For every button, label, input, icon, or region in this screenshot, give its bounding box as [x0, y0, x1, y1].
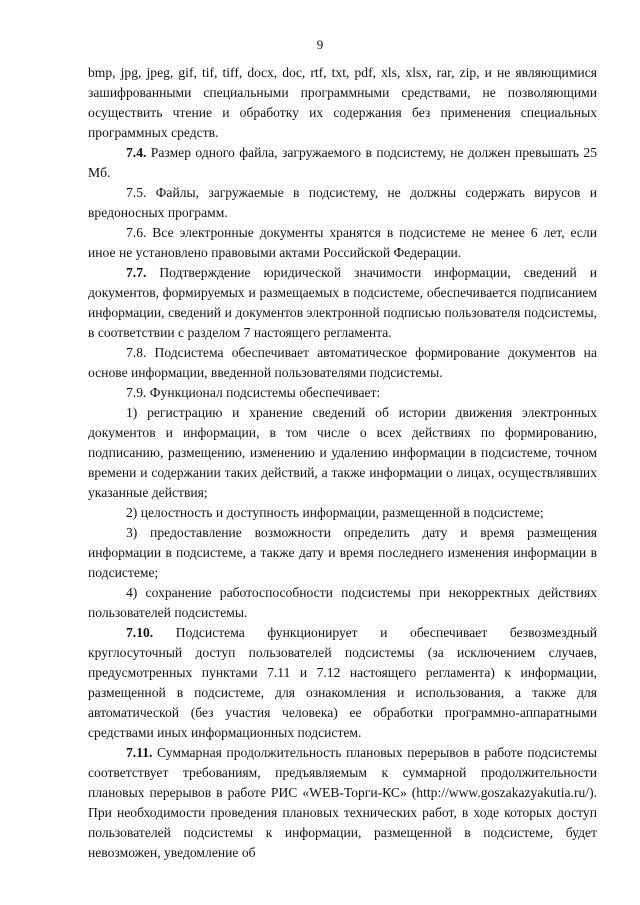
paragraph-7-5	[88, 183, 597, 223]
paragraph-7-11	[88, 743, 597, 863]
paragraph-text: Размер одного файла, загружаемого в подсистему, не должен превышать 25 Мб.	[88, 145, 597, 180]
list-item-3	[88, 523, 597, 583]
paragraph-7-6	[88, 223, 597, 263]
clause-number: 7.7.	[126, 265, 147, 280]
paragraph-text: 4) сохранение работоспособности подсистемы при некорректных действиях пользователей подсистемы.	[88, 585, 597, 620]
paragraph-7-9	[88, 383, 597, 403]
list-item-1	[88, 403, 597, 503]
paragraph-text: Подсистема функционирует и обеспечивает безвозмездный круглосуточный доступ пользователей подсистемы (за исключением случаев, предусмотренных пунктами 7.11 и 7.12 настоящего регламента) к информации, размещенной в подсистеме, для ознакомления и использования, а также для автоматической (без участия человека) ее обработки программно-аппаратными средствами иных информационных подсистем.	[88, 625, 597, 740]
paragraph-text: Подтверждение юридической значимости информации, сведений и документов, формируемых и размещаемых в подсистеме, обеспечивается подписанием информации, сведений и документов электронной подписью пользователя подсистемы, в соответствии с разделом 7 настоящего регламента.	[88, 265, 597, 340]
clause-number: 7.11.	[126, 745, 153, 760]
paragraph-7-8	[88, 343, 597, 383]
list-item-2	[88, 503, 597, 523]
list-item-4	[88, 583, 597, 623]
paragraph-continuation	[88, 63, 597, 143]
paragraph-7-10	[88, 623, 597, 743]
document-body	[88, 63, 597, 863]
clause-number: 7.4.	[126, 145, 147, 160]
paragraph-text: 7.5. Файлы, загружаемые в подсистему, не должны содержать вирусов и вредоносных программ.	[88, 185, 597, 220]
paragraph-7-4	[88, 143, 597, 183]
paragraph-text: 7.6. Все электронные документы хранятся в подсистеме не менее 6 лет, если иное не установлено правовыми актами Российской Федерации.	[88, 225, 597, 260]
paragraph-text: 3) предоставление возможности определить дату и время размещения информации в подсистеме, а также дату и время последнего изменения информации в подсистеме;	[88, 525, 597, 580]
clause-number: 7.10.	[126, 625, 154, 640]
paragraph-text: 7.8. Подсистема обеспечивает автоматическое формирование документов на основе информации, введенной пользователями подсистемы.	[88, 345, 597, 380]
paragraph-text: Суммарная продолжительность плановых перерывов в работе подсистемы соответствует требованиям, предъявляемым к суммарной продолжительности плановых перерывов в работе РИС «WEB-Торги-КС» (http://www.goszakazyakutia.ru/). При необходимости проведения плановых технических работ, в ходе которых доступ пользователей подсистемы к информации, размещенной в подсистеме, будет невозможен, уведомление об	[88, 745, 597, 860]
paragraph-7-7	[88, 263, 597, 343]
paragraph-text: 2) целостность и доступность информации, размещенной в подсистеме;	[126, 505, 544, 520]
paragraph-text: 7.9. Функционал подсистемы обеспечивает:	[126, 385, 381, 400]
paragraph-text: 1) регистрацию и хранение сведений об истории движения электронных документов и информации, в том числе о всех действиях по формированию, подписанию, размещению, изменению и удалению информации в подсистеме, точном времени и содержании таких действий, а также информации о лицах, осуществлявших указанные действия;	[88, 405, 597, 500]
page-number: 9	[316, 37, 324, 52]
paragraph-text: bmp, jpg, jpeg, gif, tif, tiff, docx, doc, rtf, txt, pdf, xls, xlsx, rar, zip, и не являющимися зашифрованными специальными программными средствами, не позволяющими осуществить чтение и обработку их содержания без применения специальных программных средств.	[88, 65, 597, 140]
